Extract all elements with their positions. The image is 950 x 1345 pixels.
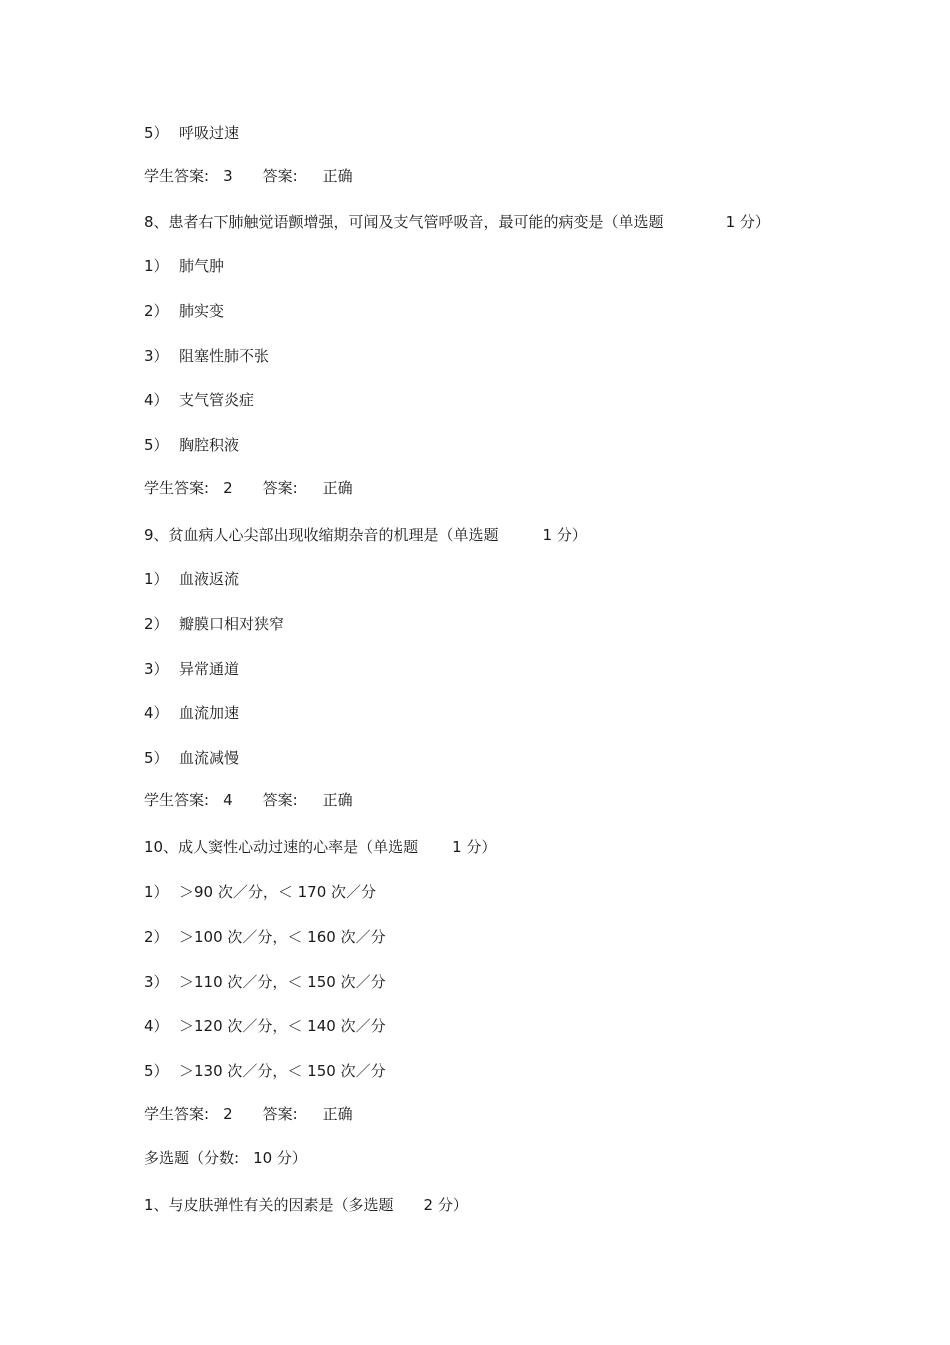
answer-verdict: 正确: [322, 479, 353, 497]
answer-line: [144, 478, 353, 498]
option-line: [144, 748, 239, 768]
option-text: ＞130 次／分，＜ 150 次／分: [179, 1062, 386, 1080]
option-text: 肺气肿: [179, 257, 225, 275]
option-line: [144, 1016, 386, 1036]
section-score: 10 分）: [253, 1149, 307, 1167]
option-text: 支气管炎症: [179, 391, 255, 409]
question-score: 1 分）: [542, 526, 587, 544]
answer-label: 答案:: [262, 479, 298, 497]
question-score: 2 分）: [423, 1196, 468, 1214]
option-number: 1）: [144, 257, 169, 275]
question-stem: [144, 837, 496, 857]
student-answer-value: 4: [223, 791, 233, 809]
student-answer-value: 2: [223, 1105, 233, 1123]
question-text: 10、成人窦性心动过速的心率是（单选题: [144, 838, 419, 856]
option-line: [144, 123, 239, 143]
student-answer-value: 3: [223, 167, 233, 185]
question-score: 1 分）: [725, 213, 770, 231]
question-stem: [144, 1195, 468, 1215]
option-number: 2）: [144, 615, 169, 633]
answer-line: [144, 1104, 353, 1124]
question-stem: [144, 212, 770, 232]
section-label: 多选题（分数:: [144, 1149, 240, 1167]
answer-verdict: 正确: [322, 1105, 353, 1123]
question-stem: [144, 525, 587, 545]
option-line: [144, 972, 386, 992]
option-line: [144, 346, 269, 366]
answer-label: 答案:: [262, 791, 298, 809]
option-text: ＞100 次／分，＜ 160 次／分: [179, 928, 386, 946]
option-line: [144, 614, 284, 634]
option-text: 肺实变: [179, 302, 225, 320]
option-number: 3）: [144, 347, 169, 365]
option-line: [144, 301, 224, 321]
option-number: 1）: [144, 883, 169, 901]
student-answer-label: 学生答案:: [144, 1105, 210, 1123]
option-number: 2）: [144, 302, 169, 320]
answer-line: [144, 790, 353, 810]
option-line: [144, 256, 224, 276]
option-text: 血流减慢: [179, 749, 240, 767]
option-number: 4）: [144, 391, 169, 409]
option-line: [144, 882, 376, 902]
answer-label: 答案:: [262, 167, 298, 185]
option-text: 血流加速: [179, 704, 240, 722]
option-text: 呼吸过速: [179, 124, 240, 142]
option-line: [144, 390, 254, 410]
question-text: 8、患者右下肺触觉语颤增强，可闻及支气管呼吸音，最可能的病变是（单选题: [144, 213, 664, 231]
option-line: [144, 659, 239, 679]
student-answer-label: 学生答案:: [144, 167, 210, 185]
option-number: 5）: [144, 124, 169, 142]
question-text: 9、贫血病人心尖部出现收缩期杂音的机理是（单选题: [144, 526, 499, 544]
option-number: 4）: [144, 704, 169, 722]
option-line: [144, 703, 239, 723]
student-answer-label: 学生答案:: [144, 791, 210, 809]
option-number: 3）: [144, 660, 169, 678]
option-line: [144, 927, 386, 947]
question-text: 1、与皮肤弹性有关的因素是（多选题: [144, 1196, 394, 1214]
option-line: [144, 1061, 386, 1081]
student-answer-value: 2: [223, 479, 233, 497]
section-heading: [144, 1148, 307, 1168]
answer-label: 答案:: [262, 1105, 298, 1123]
student-answer-label: 学生答案:: [144, 479, 210, 497]
option-number: 5）: [144, 749, 169, 767]
question-score: 1 分）: [452, 838, 497, 856]
option-number: 1）: [144, 570, 169, 588]
option-number: 5）: [144, 1062, 169, 1080]
option-text: ＞110 次／分，＜ 150 次／分: [179, 973, 386, 991]
option-line: [144, 569, 239, 589]
option-text: 瓣膜口相对狭窄: [179, 615, 285, 633]
answer-line: [144, 166, 353, 186]
option-text: 异常通道: [179, 660, 240, 678]
option-number: 2）: [144, 928, 169, 946]
option-text: 阻塞性肺不张: [179, 347, 270, 365]
option-number: 5）: [144, 436, 169, 454]
option-number: 4）: [144, 1017, 169, 1035]
option-text: ＞120 次／分，＜ 140 次／分: [179, 1017, 386, 1035]
option-text: ＞90 次／分，＜ 170 次／分: [179, 883, 377, 901]
option-number: 3）: [144, 973, 169, 991]
option-line: [144, 435, 239, 455]
answer-verdict: 正确: [322, 167, 353, 185]
option-text: 血液返流: [179, 570, 240, 588]
option-text: 胸腔积液: [179, 436, 240, 454]
answer-verdict: 正确: [322, 791, 353, 809]
